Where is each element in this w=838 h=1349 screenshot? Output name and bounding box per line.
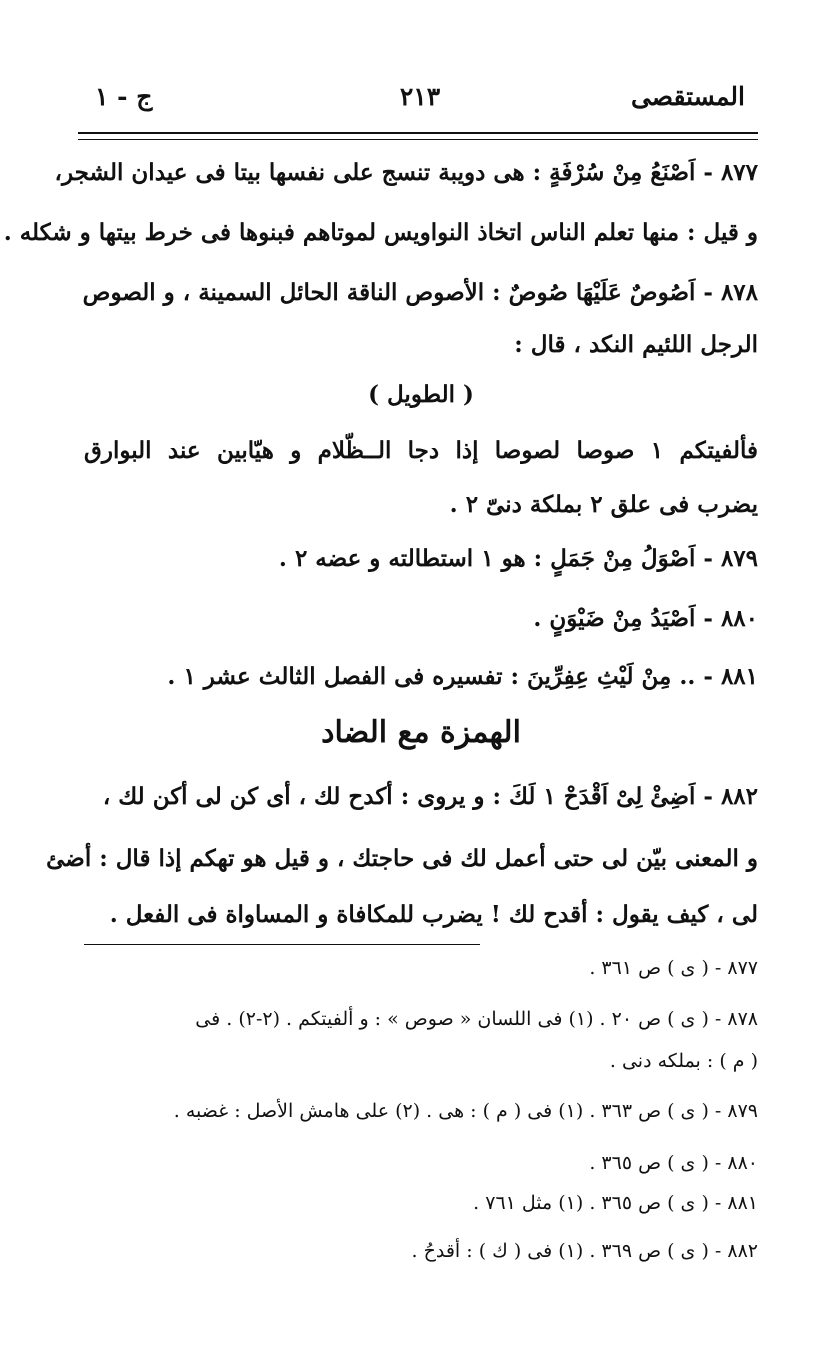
footnote-878-line-1: ٨٧٨ - ( ى ) ص ٢٠ . (١) فى اللسان « صوص » : و ألفيتكم . (٢-٢) . فى [195, 1008, 758, 1030]
footnote-880: ٨٨٠ - ( ى ) ص ٣٦٥ . [589, 1152, 758, 1174]
footnote-878-line-2: ( م ) : بملكه دنى . [609, 1050, 758, 1072]
page-number: ٢١٣ [399, 82, 441, 111]
entry-882-line-3: لى ، كيف يقول : أقدح لك ! يضرب للمكافاة و المساواة فى الفعل . [109, 901, 758, 928]
footnote-877: ٨٧٧ - ( ى ) ص ٣٦١ . [589, 957, 758, 979]
entry-880: ٨٨٠ - اَصْيَدُ مِنْ ضَيْوَنٍ . [533, 605, 758, 632]
footnote-879: ٨٧٩ - ( ى ) ص ٣٦٣ . (١) فى ( م ) : هى . (٢) على هامش الأصل : غضبه . [173, 1100, 758, 1122]
entry-878-line-2: الرجل اللئيم النكد ، قال : [514, 331, 758, 358]
footnote-882: ٨٨٢ - ( ى ) ص ٣٦٩ . (١) فى ( ك ) : أقدحُ . [411, 1240, 758, 1262]
footnote-881: ٨٨١ - ( ى ) ص ٣٦٥ . (١) مثل ٧٦١ . [473, 1192, 758, 1214]
entry-879: ٨٧٩ - اَصْوَلُ مِنْ جَمَلٍ : هو ١ استطالته و عضه ٢ . [278, 545, 758, 572]
volume-label: ج - ١ [95, 82, 153, 111]
page-header [95, 82, 745, 122]
header-rule-thin [78, 139, 758, 140]
verse-line: فألفيتكم ١ صوصا لصوصا إذا دجا الــظّلام و هيّابين عند البوارق [84, 437, 758, 464]
entry-878-line-1: ٨٧٨ - اَصُوصٌ عَلَيْهَا صُوصٌ : الأصوص الناقة الحائل السمينة ، و الصوص [82, 279, 758, 306]
entry-881: ٨٨١ - .. مِنْ لَيْثِ عِفِرِّينَ : تفسيره فى الفصل الثالث عشر ١ . [167, 663, 758, 690]
entry-882-line-1: ٨٨٢ - اَضِئْ لِىْ اَقْدَحْ ١ لَكَ : و يروى : أكدح لك ، أى كن لى أكن لك ، [102, 783, 758, 810]
running-title: المستقصى [630, 82, 745, 111]
verse-explanation: يضرب فى علق ٢ بملكة دنىّ ٢ . [449, 491, 758, 518]
section-heading: الهمزة مع الضاد [321, 715, 521, 750]
verse-meter-label: ( الطويل ) [368, 381, 474, 408]
header-rule-thick [78, 132, 758, 134]
entry-877-line-1: ٨٧٧ - اَصْنَعُ مِنْ سُرْفَةٍ : هى دويبة تنسج على نفسها بيتا فى عيدان الشجر، [54, 159, 758, 186]
entry-877-line-2: و قيل : منها تعلم الناس اتخاذ النواويس لموتاهم فبنوها فى خرط بيتها و شكله . [3, 219, 758, 246]
entry-882-line-2: و المعنى بيّن لى حتى أعمل لك فى حاجتك ، و قيل هو تهكم إذا قال : أضئ [46, 845, 758, 872]
footnote-rule [84, 944, 480, 945]
